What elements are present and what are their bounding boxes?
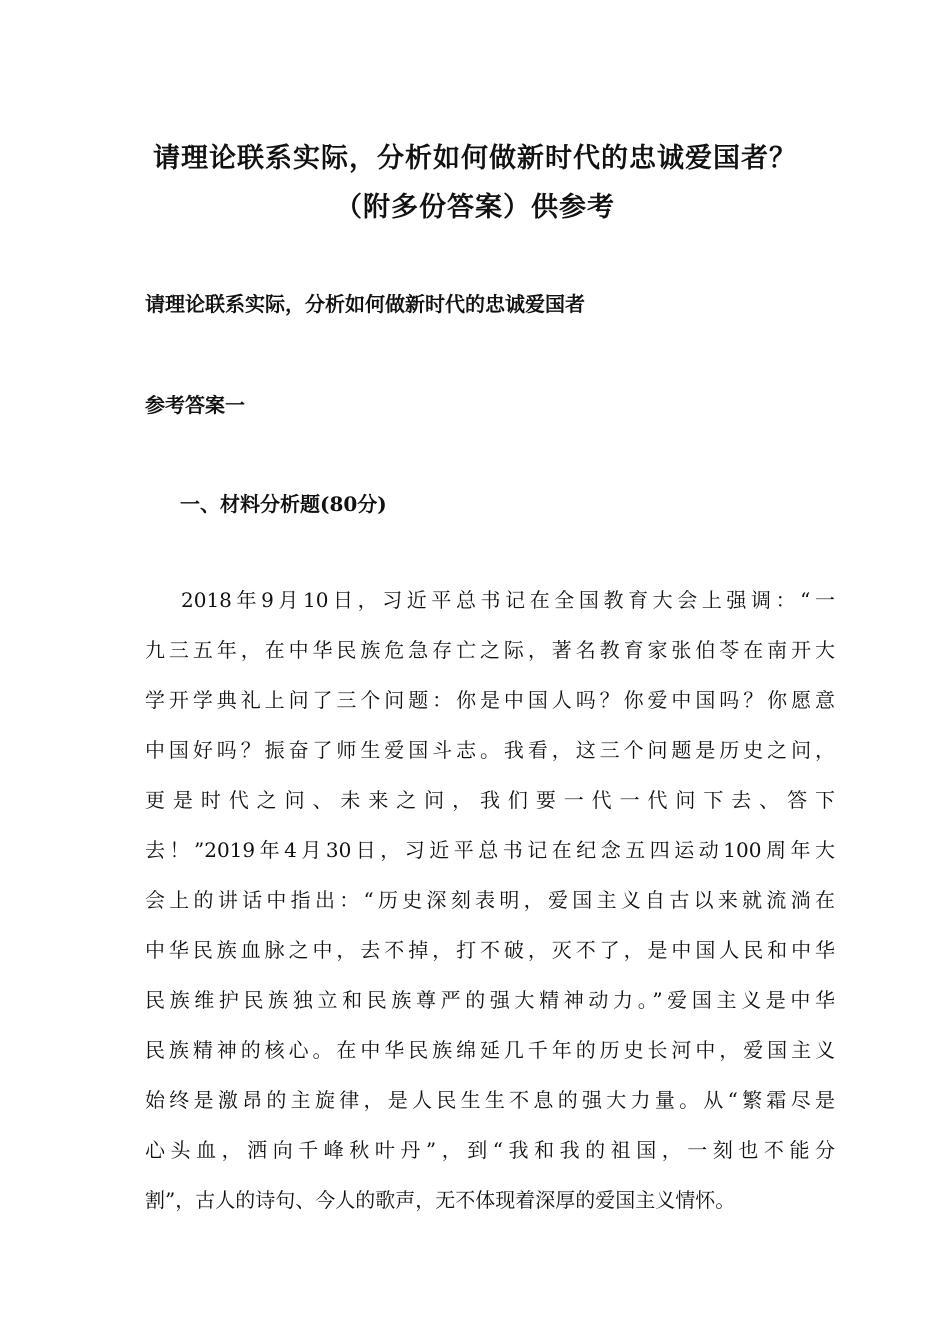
body-paragraph xyxy=(145,585,835,1235)
section-heading: 一、材料分析题(80分) xyxy=(180,492,387,516)
body-line: 更是时代之问、未来之问，我们要一代一代问下去、答下 xyxy=(145,788,835,812)
body-line: 中国好吗？振奋了师生爱国斗志。我看，这三个问题是历史之问， xyxy=(145,738,835,762)
document-title-line-2: （附多份答案）供参考 xyxy=(335,192,615,223)
body-line: 学开学典礼上问了三个问题：你是中国人吗？你爱中国吗？你愿意 xyxy=(145,688,835,712)
answer-label: 参考答案一 xyxy=(145,393,245,417)
body-line: 九三五年，在中华民族危急存亡之际，著名教育家张伯苓在南开大 xyxy=(145,638,835,662)
body-line: 2018年9月10日，习近平总书记在全国教育大会上强调：“一 xyxy=(181,588,835,612)
document-title-line-1: 请理论联系实际，分析如何做新时代的忠诚爱国者？ xyxy=(153,143,797,174)
body-line: 去！”2019年4月30日，习近平总书记在纪念五四运动100周年大 xyxy=(145,838,835,862)
body-line: 民族维护民族独立和民族尊严的强大精神动力。”爱国主义是中华 xyxy=(145,988,835,1012)
body-line: 民族精神的核心。在中华民族绵延几千年的历史长河中，爱国主义 xyxy=(145,1038,835,1062)
body-line: 中华民族血脉之中，去不掉，打不破，灭不了，是中国人民和中华 xyxy=(145,938,835,962)
body-line: 始终是激昂的主旋律，是人民生生不息的强大力量。从“繁霜尽是 xyxy=(145,1088,835,1112)
question-subtitle: 请理论联系实际，分析如何做新时代的忠诚爱国者 xyxy=(145,292,585,316)
body-line: 会上的讲话中指出：“历史深刻表明，爱国主义自古以来就流淌在 xyxy=(145,888,835,912)
body-line: 心头血，洒向千峰秋叶丹”，到“我和我的祖国，一刻也不能分 xyxy=(145,1138,835,1162)
body-line: 割”，古人的诗句、今人的歌声，无不体现着深厚的爱国主义情怀。 xyxy=(145,1188,736,1212)
